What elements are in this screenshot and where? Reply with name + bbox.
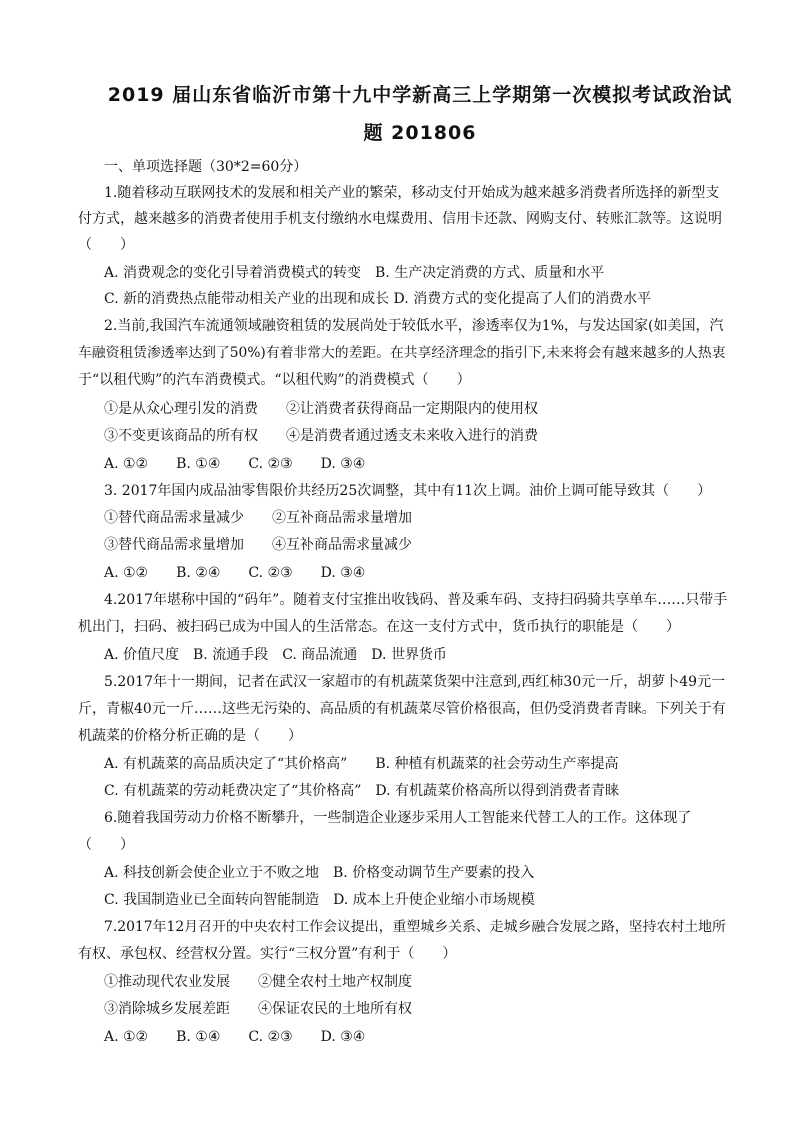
question-stem-line: 机蔬菜的价格分析正确的是（ ） [78, 728, 302, 744]
question-stem-line: 6.随着我国劳动力价格不断攀升，一些制造企业逐步采用人工智能来代替工人的工作。这体现了 [104, 810, 692, 826]
doc-title-line-2: 题 201806 [363, 122, 477, 144]
question-stem-line: 4.2017年堪称中国的“码年”。随着支付宝推出收钱码、普及乘车码、支持扫码骑共享单车……只带手 [104, 592, 728, 608]
question-stem-line: 2.当前,我国汽车流通领域融资租赁的发展尚处于较低水平，渗透率仅为1%，与发达国家(如美国，汽 [104, 318, 724, 334]
question-stem-line: （ ） [78, 837, 134, 853]
question-stem-line: 机出门，扫码、被扫码已成为中国人的生活常态。在这一支付方式中，货币执行的职能是（ ） [78, 619, 680, 635]
answer-option-line: A. 消费观念的变化引导着消费模式的转变 B. 生产决定消费的方式、质量和水平 [104, 265, 605, 281]
question-stem-line: 斤，青椒40元一斤……这些无污染的、高品质的有机蔬菜尽管价格很高，但仍受消费者青睐。下列关于有 [78, 701, 726, 717]
question-stem-line: 车融资租赁渗透率达到了50%)有着非常大的差距。在共享经济理念的指引下,未来将会有越来越多的人热衷 [78, 345, 726, 361]
doc-title-line-1: 2019 届山东省临沂市第十九中学新高三上学期第一次模拟考试政治试 [107, 84, 733, 106]
question-stem-line: 5.2017年十一期间，记者在武汉一家超市的有机蔬菜货架中注意到,西红柿30元一斤，胡萝卜49元一 [104, 674, 726, 690]
answer-option-line: C. 新的消费热点能带动相关产业的出现和成长 D. 消费方式的变化提高了人们的消费水平 [104, 291, 652, 307]
statement-item-line: ①是从众心理引发的消费 ②让消费者获得商品一定期限内的使用权 [104, 401, 538, 417]
question-stem-line: 3. 2017年国内成品油零售限价共经历25次调整，其中有11次上调。油价上调可能导致其（ ） [104, 483, 712, 499]
statement-item-line: ①推动现代农业发展 ②健全农村土地产权制度 [104, 974, 412, 990]
answer-option-line: A. ①② B. ①④ C. ②③ D. ③④ [104, 456, 366, 472]
statement-item-line: ①替代商品需求量减少 ②互补商品需求量增加 [104, 510, 412, 526]
answer-option-line: A. ①② B. ①④ C. ②③ D. ③④ [104, 1029, 366, 1045]
statement-item-line: ③消除城乡发展差距 ④保证农民的土地所有权 [104, 1001, 412, 1017]
question-stem-line: 1.随着移动互联网技术的发展和相关产业的繁荣，移动支付开始成为越来越多消费者所选择的新型支 [104, 185, 720, 201]
answer-option-line: A. 科技创新会使企业立于不败之地 B. 价格变动调节生产要素的投入 [104, 865, 535, 881]
question-stem-line: 于“以租代购”的汽车消费模式。“以租代购”的消费模式（ ） [78, 372, 471, 388]
answer-option-line: A. 价值尺度 B. 流通手段 C. 商品流通 D. 世界货币 [104, 647, 447, 663]
section-heading: 一、单项选择题（30*2=60分） [104, 159, 308, 175]
statement-item-line: ③替代商品需求量增加 ④互补商品需求量减少 [104, 537, 412, 553]
answer-option-line: C. 有机蔬菜的劳动耗费决定了“其价格高” D. 有机蔬菜价格高所以得到消费者青睐 [104, 783, 620, 799]
question-stem-line: 付方式，越来越多的消费者使用手机支付缴纳水电煤费用、信用卡还款、网购支付、转账汇款等。这说明 [78, 211, 722, 227]
answer-option-line: C. 我国制造业已全面转向智能制造 D. 成本上升使企业缩小市场规模 [104, 892, 535, 908]
question-stem-line: 有权、承包权、经营权分置。实行“三权分置”有利于（ ） [78, 946, 457, 962]
statement-item-line: ③不变更该商品的所有权 ④是消费者通过透支未来收入进行的消费 [104, 428, 538, 444]
answer-option-line: A. 有机蔬菜的高品质决定了“其价格高” B. 种植有机蔬菜的社会劳动生产率提高 [104, 756, 619, 772]
question-stem-line: 7.2017年12月召开的中央农村工作会议提出，重塑城乡关系、走城乡融合发展之路，坚持农村土地所 [104, 919, 726, 935]
question-stem-line: （ ） [78, 237, 134, 253]
answer-option-line: A. ①② B. ②④ C. ②③ D. ③④ [104, 565, 366, 581]
